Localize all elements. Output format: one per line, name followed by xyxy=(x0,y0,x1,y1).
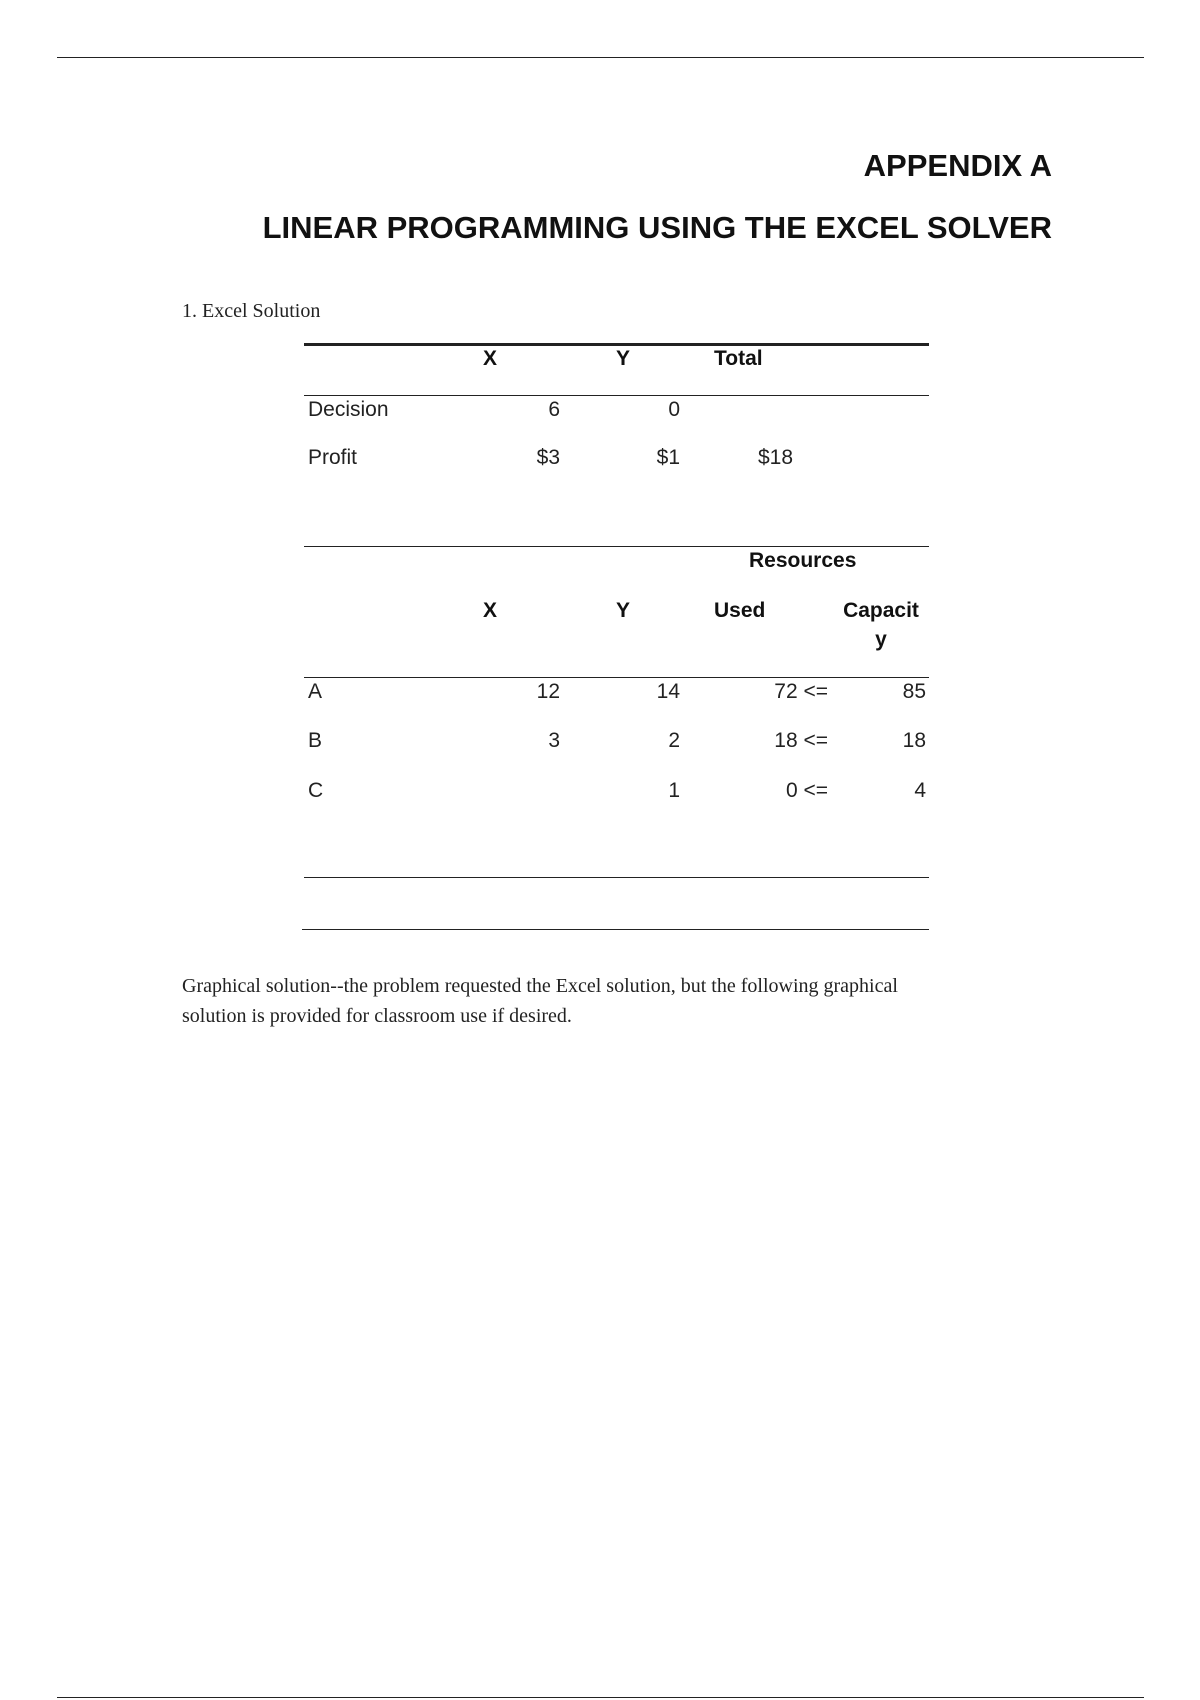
resource-b-x: 3 xyxy=(548,729,560,752)
resource-a-x: 12 xyxy=(536,680,560,703)
resource-b-y: 2 xyxy=(668,729,680,752)
top-rule xyxy=(57,57,1144,58)
resource-label-a: A xyxy=(308,680,323,703)
table1-header-total: Total xyxy=(714,347,763,370)
table2-rule-1 xyxy=(304,877,929,878)
table1-header-rule xyxy=(304,395,929,396)
table1-header-x: X xyxy=(482,347,497,370)
resources-group-header: Resources xyxy=(749,549,857,572)
resource-b-used: 18 <= xyxy=(774,729,828,752)
resource-a-used: 72 <= xyxy=(774,680,828,703)
table2-header-y: Y xyxy=(615,599,630,622)
table2-header-capacity-line1: Capacit xyxy=(843,599,919,622)
resource-a-capacity: 85 xyxy=(902,680,926,703)
table2-header-x: X xyxy=(482,599,497,622)
decision-x-value: 6 xyxy=(548,398,560,421)
resource-c-capacity: 4 xyxy=(914,779,926,802)
table2-header-capacity-line2: y xyxy=(875,628,887,651)
resource-c-used: 0 <= xyxy=(785,779,828,802)
table2-top-rule xyxy=(304,546,929,547)
appendix-title: APPENDIX A xyxy=(863,148,1052,183)
decision-y-value: 0 xyxy=(668,398,680,421)
resource-label-c: C xyxy=(308,779,324,802)
table2-header-used: Used xyxy=(714,599,766,622)
note-line-2: solution is provided for classroom use if desired. xyxy=(182,1005,572,1027)
row-label-decision: Decision xyxy=(308,398,389,421)
table2-rule-2 xyxy=(302,929,929,930)
profit-y-value: $1 xyxy=(656,446,680,469)
page-subtitle: LINEAR PROGRAMMING USING THE EXCEL SOLVER xyxy=(262,210,1052,245)
resource-label-b: B xyxy=(308,729,323,752)
bottom-rule xyxy=(57,1697,1144,1698)
profit-total-value: $18 xyxy=(758,446,794,469)
resource-a-y: 14 xyxy=(656,680,680,703)
resource-c-y: 1 xyxy=(668,779,680,802)
row-label-profit: Profit xyxy=(308,446,358,469)
section-label: 1. Excel Solution xyxy=(182,300,321,322)
table1-top-rule xyxy=(304,343,929,346)
note-line-1: Graphical solution--the problem requested the Excel solution, but the following graphical xyxy=(182,975,898,997)
table1-header-y: Y xyxy=(615,347,630,370)
resource-b-capacity: 18 xyxy=(902,729,926,752)
table2-header-rule xyxy=(304,677,929,678)
profit-x-value: $3 xyxy=(536,446,560,469)
